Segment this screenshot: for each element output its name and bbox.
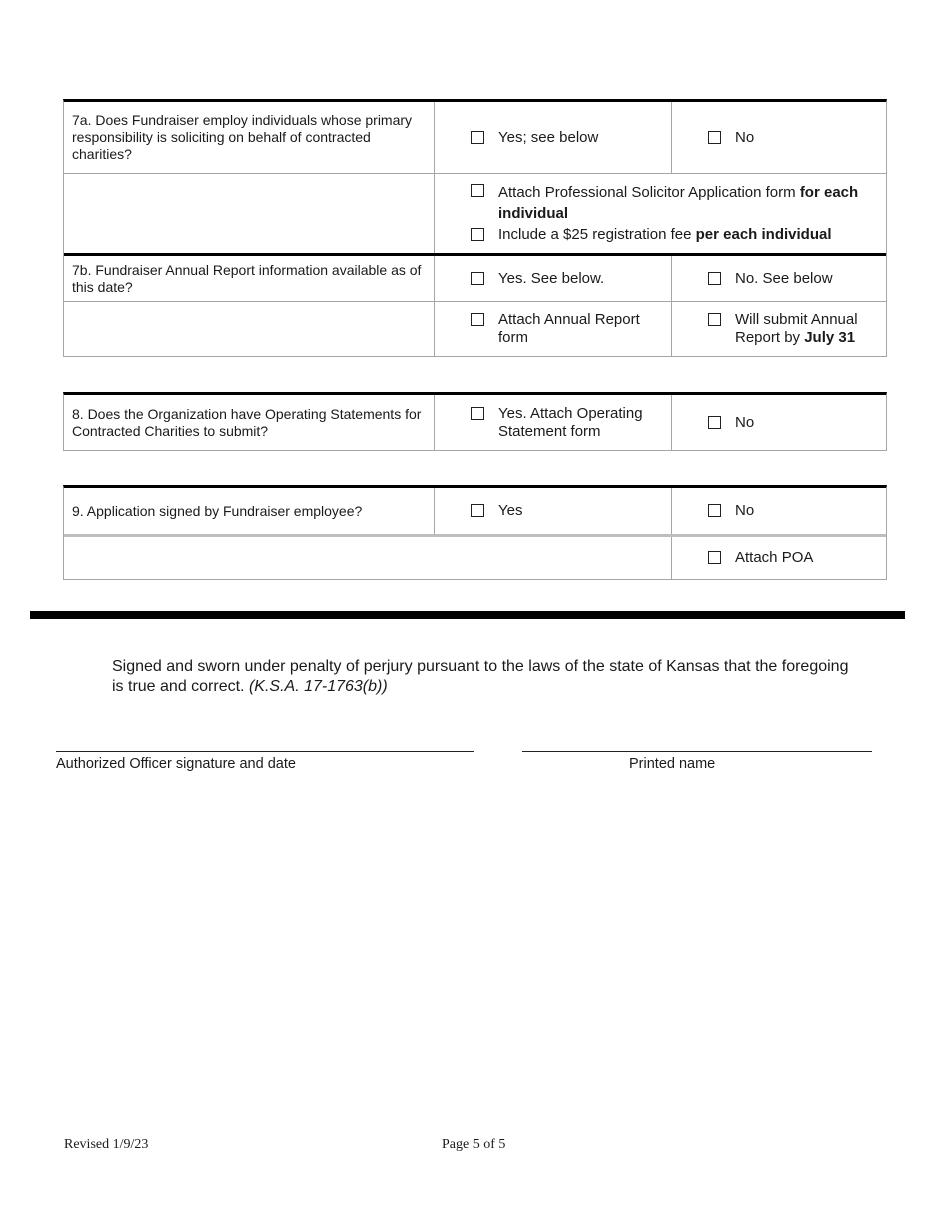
printed-name-label: Printed name	[629, 756, 716, 772]
q9-yes-label: Yes	[498, 502, 523, 519]
q7a-fee-option[interactable]	[471, 226, 878, 244]
q7b-detail-row	[64, 301, 886, 356]
q7b-attach-option[interactable]	[434, 302, 671, 356]
question-7-table	[63, 99, 887, 357]
q7b-submit-checkbox[interactable]	[708, 313, 721, 326]
section-divider	[30, 611, 905, 619]
officer-signature-line[interactable]	[56, 733, 474, 752]
page-number: Page 5 of 5	[442, 1137, 506, 1152]
q7a-no-checkbox[interactable]	[708, 131, 721, 144]
attestation-body: Signed and sworn under penalty of perjury pursuant to the laws of the state of Kansas that the foregoing is true and correct.	[112, 658, 849, 695]
q7a-yes-option[interactable]	[434, 102, 671, 173]
q7a-question: 7a. Does Fundraiser employ individuals whose primary responsibility is soliciting on behalf of contracted charities?	[72, 112, 413, 162]
q9-poa-label: Attach POA	[735, 549, 814, 566]
q7b-attach-checkbox[interactable]	[471, 313, 484, 326]
q9-question: 9. Application signed by Fundraiser employee?	[72, 502, 363, 519]
q7b-yes-option[interactable]	[434, 256, 671, 301]
q7a-attach-text: Attach Professional Solicitor Application form	[498, 184, 800, 201]
q7a-detail-blank	[64, 174, 434, 253]
q7b-submit-bold: July 31	[804, 329, 856, 346]
q7a-fee-text: Include a $25 registration fee	[498, 226, 696, 243]
q7a-row	[64, 102, 886, 173]
q9-yes-option[interactable]	[434, 488, 671, 534]
q9-row	[64, 488, 886, 534]
q8-row	[64, 395, 886, 450]
q7a-attach-option[interactable]	[471, 182, 878, 224]
q7b-submit-option[interactable]	[671, 302, 886, 356]
q7a-fee-checkbox[interactable]	[471, 228, 484, 241]
q7a-detail-row	[64, 173, 886, 253]
q7a-no-label: No	[735, 128, 755, 146]
q9-yes-checkbox[interactable]	[471, 504, 484, 517]
q8-no-option[interactable]	[671, 395, 886, 450]
question-9-table	[63, 485, 887, 580]
q7a-yes-label: Yes; see below	[498, 128, 599, 146]
q9-no-option[interactable]	[671, 488, 886, 534]
q7b-no-label: No. See below	[735, 269, 833, 287]
q8-no-checkbox[interactable]	[708, 416, 721, 429]
q7b-submit-text: Will submit Annual Report by	[735, 311, 858, 346]
q7a-fee-bold: per each individual	[695, 226, 832, 243]
attestation-citation: (K.S.A. 17-1763(b))	[248, 678, 388, 695]
officer-signature-label: Authorized Officer signature and date	[56, 756, 296, 772]
q9-detail-blank	[64, 537, 671, 579]
q8-no-label: No	[735, 413, 755, 431]
q7b-yes-label: Yes. See below.	[498, 269, 605, 287]
q8-yes-checkbox[interactable]	[471, 407, 484, 420]
q7b-question: 7b. Fundraiser Annual Report information available as of this date?	[72, 261, 422, 295]
printed-name-line[interactable]	[522, 733, 872, 752]
q9-no-checkbox[interactable]	[708, 504, 721, 517]
q7b-yes-checkbox[interactable]	[471, 272, 484, 285]
q7a-attach-checkbox[interactable]	[471, 184, 484, 197]
q7b-detail-blank	[64, 302, 434, 356]
q9-poa-checkbox[interactable]	[708, 551, 721, 564]
q8-yes-label: Yes. Attach Operating Statement form	[498, 404, 643, 440]
q7a-no-option[interactable]	[671, 102, 886, 173]
q9-no-label: No	[735, 502, 755, 519]
q7b-no-option[interactable]	[671, 256, 886, 301]
question-8-table	[63, 392, 887, 451]
q7b-attach-label: Attach Annual Report form	[498, 311, 640, 346]
q8-yes-option[interactable]	[434, 395, 671, 450]
q8-question: 8. Does the Organization have Operating Statements for Contracted Charities to submit?	[72, 405, 422, 439]
revised-date: Revised 1/9/23	[64, 1137, 149, 1152]
q7b-no-checkbox[interactable]	[708, 272, 721, 285]
attestation-text	[112, 657, 852, 697]
q7a-attach-bold: for each individual	[498, 184, 859, 222]
q9-detail-row	[64, 534, 886, 579]
q7a-detail-options	[434, 174, 886, 253]
q7a-yes-checkbox[interactable]	[471, 131, 484, 144]
q7b-row	[64, 253, 886, 301]
q9-poa-option[interactable]	[671, 537, 886, 579]
